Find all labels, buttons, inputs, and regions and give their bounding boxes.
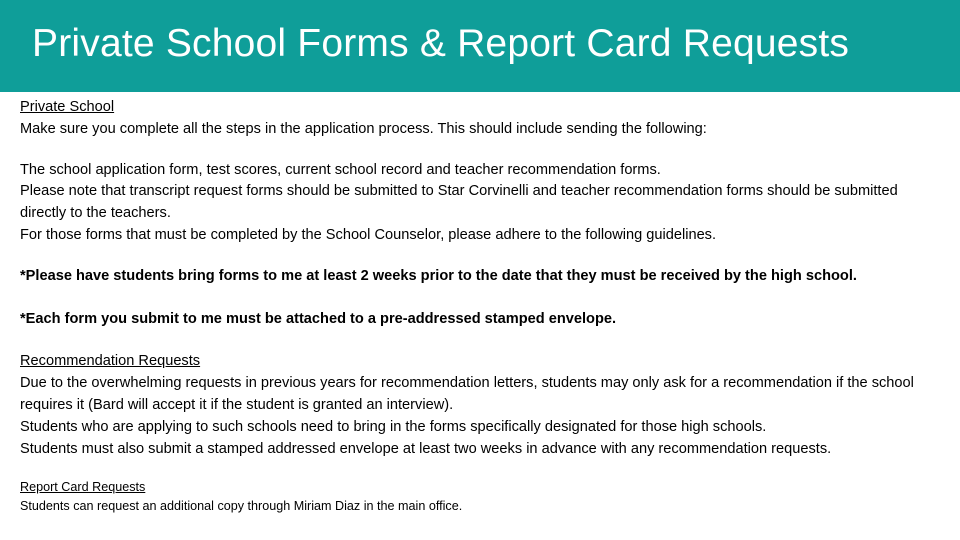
private-school-line-2: Please note that transcript request forms should be submitted to Star Corvinelli and teacher recommendation forms should be submitted directly to the teachers. [20,183,898,222]
recommendation-line-3: Students must also submit a stamped addressed envelope at least two weeks in advance with any recommendation requests. [20,440,832,457]
recommendation-line-2: Students who are applying to such schools need to bring in the forms specifically designated for those high schools. [20,418,767,435]
recommendation-heading: Recommendation Requests [20,353,201,370]
page-title: Private School Forms & Report Card Requests [32,22,850,65]
spacer [20,330,945,351]
private-school-heading: Private School [20,99,115,115]
recommendation-line-1: Due to the overwhelming requests in previous years for recommendation letters, students may only ask for a recommendation if the school requires it (Bard will accept it if the student is granted an interview). [20,375,914,413]
private-school-intro: Make sure you complete all the steps in the application process. This should include sending the following: [20,120,707,137]
document-body [20,97,945,516]
report-card-heading: Report Card Requests [20,480,146,495]
guideline-note-2: *Each form you submit to me must be attached to a pre-addressed stamped envelope. [20,310,617,327]
private-school-line-1: The school application form, test scores, current school record and teacher recommendation forms. [20,161,661,178]
report-card-line-1: Students can request an additional copy through Miriam Diaz in the main office. [20,499,463,514]
title-banner [0,0,960,92]
spacer [20,141,945,160]
private-school-line-3: For those forms that must be completed by the School Counselor, please adhere to the following guidelines. [20,226,717,243]
guideline-note-1: *Please have students bring forms to me at least 2 weeks prior to the date that they must be received by the high school. [20,267,857,284]
spacer [20,247,945,266]
spacer [20,288,945,309]
spacer [20,460,945,478]
